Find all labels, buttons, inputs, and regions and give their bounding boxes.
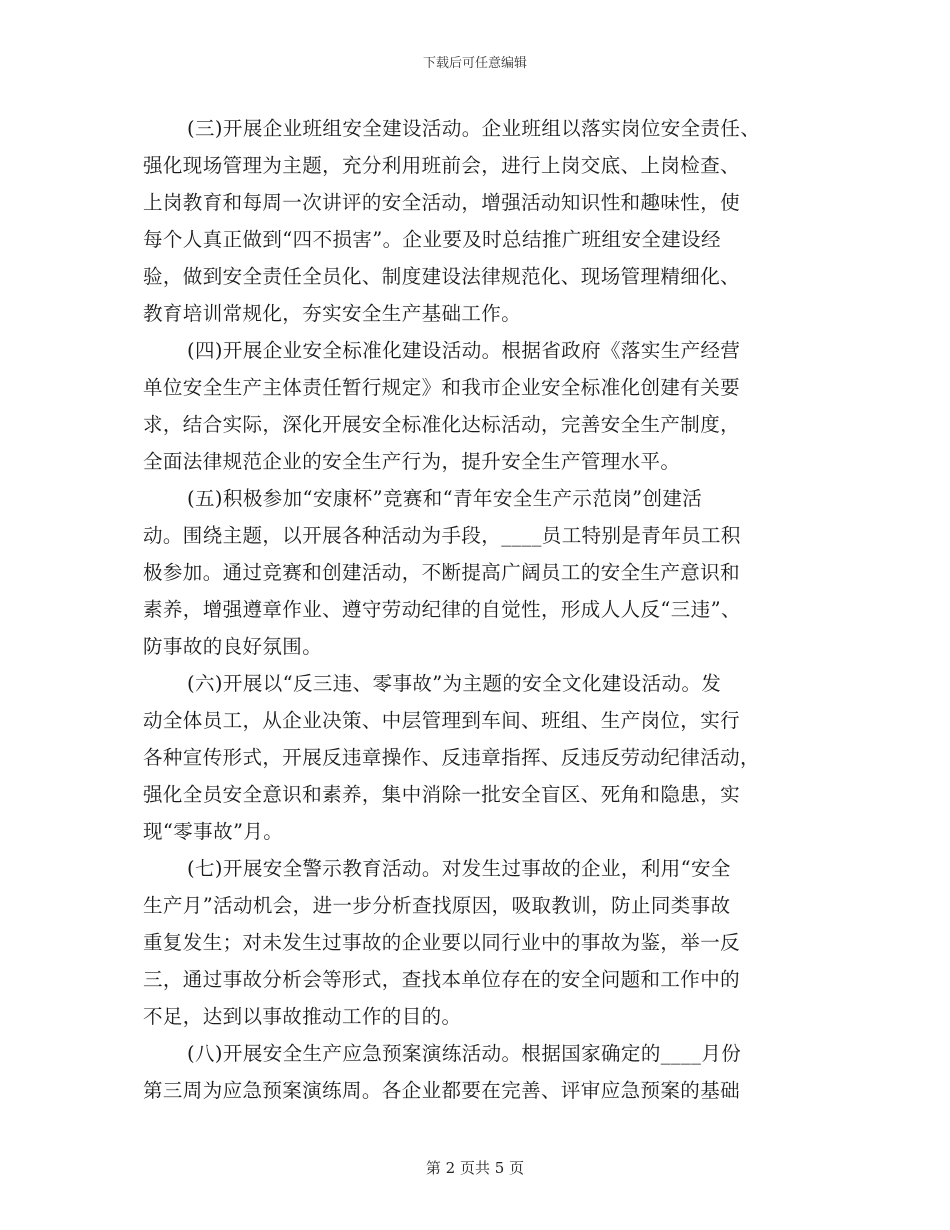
paragraph — [143, 850, 798, 1035]
paragraph-line: 动。围绕主题，以开展各种活动为手段，____员工特别是青年员工积 — [143, 524, 741, 547]
paragraph-line: 防事故的良好氛围。 — [143, 635, 323, 658]
paragraph-line: 求，结合实际，深化开展安全标准化达标活动，完善安全生产制度， — [143, 413, 741, 436]
paragraph — [143, 480, 798, 665]
paragraph-line: 教育培训常规化，夯实安全生产基础工作。 — [143, 302, 522, 325]
paragraph-line: 三，通过事故分析会等形式，查找本单位存在的安全问题和工作中的 — [143, 968, 741, 991]
paragraph-line: (七)开展安全警示教育活动。对发生过事故的企业，利用“安全 — [187, 857, 731, 880]
paragraph-line: 全面法律规范企业的安全生产行为，提升安全生产管理水平。 — [143, 450, 681, 473]
paragraph-line: 现“零事故”月。 — [143, 820, 284, 843]
paragraph-line: 重复发生；对未发生过事故的企业要以同行业中的事故为鉴，举一反 — [143, 931, 741, 954]
paragraph-line: 各种宣传形式，开展反违章操作、反违章指挥、反违反劳动纪律活动， — [143, 746, 760, 769]
paragraph — [143, 665, 798, 850]
paragraph-line: (六)开展以“反三违、零事故”为主题的安全文化建设活动。发 — [187, 672, 722, 695]
paragraph — [143, 332, 798, 480]
paragraph-line: 每个人真正做到“四不损害”。企业要及时总结推广班组安全建设经 — [143, 228, 721, 251]
paragraph-line: 强化现场管理为主题，充分利用班前会，进行上岗交底、上岗检查、 — [143, 154, 741, 177]
paragraph-line: 单位安全生产主体责任暂行规定》和我市企业安全标准化创建有关要 — [143, 376, 741, 399]
paragraph-line: 不足，达到以事故推动工作的目的。 — [143, 1005, 462, 1028]
paragraph-line: 验，做到安全责任全员化、制度建设法律规范化、现场管理精细化、 — [143, 265, 741, 288]
document-body — [143, 110, 798, 1109]
paragraph-line: 生产月”活动机会，进一步分析查找原因，吸取教训，防止同类事故 — [143, 894, 731, 917]
paragraph-line: (三)开展企业班组安全建设活动。企业班组以落实岗位安全责任、 — [187, 117, 761, 140]
paragraph-line: 动全体员工，从企业决策、中层管理到车间、班组、生产岗位，实行 — [143, 709, 741, 732]
page-header: 下载后可任意编辑 — [422, 56, 527, 71]
paragraph — [143, 110, 798, 332]
paragraph-line: 第三周为应急预案演练周。各企业都要在完善、评审应急预案的基础 — [143, 1079, 741, 1102]
paragraph — [143, 1035, 798, 1109]
paragraph-line: (八)开展安全生产应急预案演练活动。根据国家确定的____月份 — [187, 1042, 742, 1065]
page-number-footer: 第 2 页共 5 页 — [425, 1159, 525, 1177]
paragraph-line: 强化全员安全意识和素养，集中消除一批安全盲区、死角和隐患，实 — [143, 783, 741, 806]
paragraph-line: 极参加。通过竞赛和创建活动，不断提高广阔员工的安全生产意识和 — [143, 561, 741, 584]
paragraph-line: (五)积极参加“安康杯”竞赛和“青年安全生产示范岗”创建活 — [187, 487, 703, 510]
paragraph-line: 素养，增强遵章作业、遵守劳动纪律的自觉性，形成人人反“三违”、 — [143, 598, 741, 621]
paragraph-line: (四)开展企业安全标准化建设活动。根据省政府《落实生产经营 — [187, 339, 741, 362]
paragraph-line: 上岗教育和每周一次讲评的安全活动，增强活动知识性和趣味性，使 — [143, 191, 741, 214]
